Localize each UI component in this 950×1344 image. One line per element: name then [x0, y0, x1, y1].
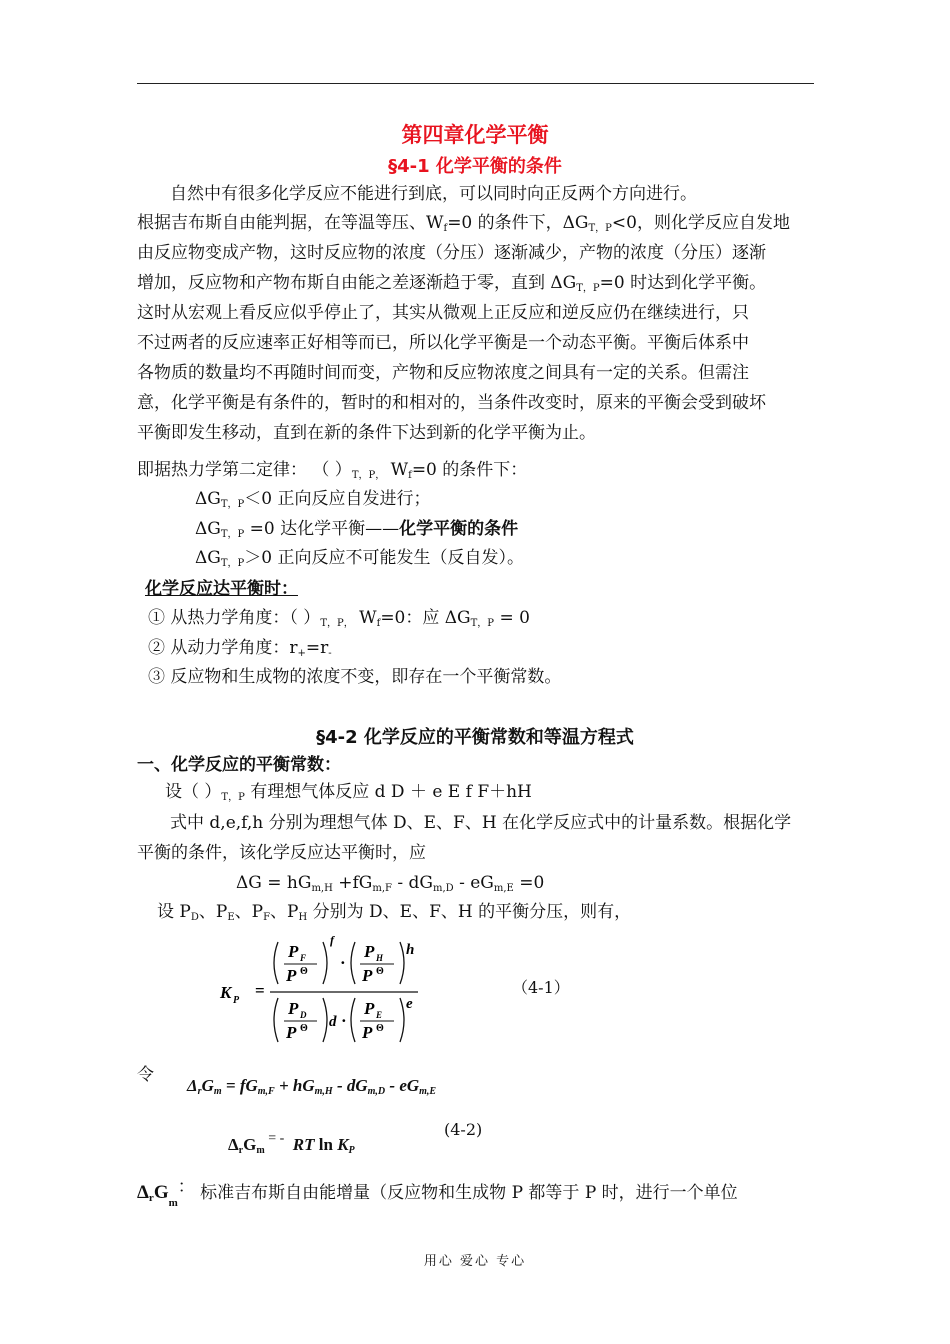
partial-pressure-line: 设 $P_D$、$P_E$、$P_F$、$P_H$ 分别为 D、E、F、H 的平衡分压，则有， [157, 902, 632, 923]
equals-sign: = [255, 981, 265, 1000]
let-label: 令 [137, 1065, 154, 1085]
svg-text:Θ: Θ [300, 1023, 308, 1034]
equilibrium-point: ② 从动力学角度：$r_+=r_-$ [148, 638, 332, 659]
svg-text:P: P [286, 966, 297, 985]
paragraph-line: 根据吉布斯自由能判据，在等温等压、$W_f=0$ 的条件下，$\Delta G_{T,P}<0$，则化学反应自发地 [137, 213, 790, 234]
svg-text:d: d [329, 1014, 337, 1030]
svg-text:Θ: Θ [300, 966, 308, 977]
svg-text:P: P [364, 999, 375, 1018]
svg-text:Θ: Θ [376, 1023, 384, 1034]
condition-line: $\Delta G_{T,P}>0$ 正向反应不可能发生（反自发）。 [195, 548, 524, 569]
gibbs-equation: $\Delta G = hG_{m,H} +fG_{m,F} - dG_{m,D} - eG_{m,E} =0$ [236, 873, 545, 894]
paragraph-line: 各物质的数量均不再随时间而变，产物和反应物浓度之间具有一定的关系。但需注 [137, 363, 749, 383]
svg-text:Θ: Θ [376, 966, 384, 977]
condition-line: $\Delta G_{T,P} =0$ 达化学平衡——化学平衡的条件 [195, 519, 519, 540]
chapter-title: 第四章化学平衡 [401, 123, 549, 147]
svg-text:F: F [300, 953, 307, 963]
standard-gibbs-equation: $\Delta_rG_m = fG_{m,F} + hG_{m,H} - dG_{m,D} - eG_{m,E}$ [187, 1076, 437, 1097]
kp-symbol: K [220, 983, 232, 1002]
svg-text:·: · [341, 1011, 347, 1030]
svg-text:P: P [364, 942, 375, 961]
svg-text:h: h [406, 942, 415, 958]
paragraph-line: 自然中有很多化学反应不能进行到底，可以同时向正反两个方向进行。 [170, 184, 697, 204]
paragraph-line: 这时从宏观上看反应似乎停止了，其实从微观上正反应和逆反应仍在继续进行，只 [137, 303, 749, 323]
svg-text:f: f [330, 933, 334, 947]
svg-text:P: P [288, 999, 299, 1018]
svg-text:P: P [362, 966, 373, 985]
paragraph-line: 意，化学平衡是有条件的，暂时的和相对的，当条件改变时，原来的平衡会受到破坏 [137, 393, 766, 413]
rt-lnk-equation: $\Delta_rG_m$ = - RT $\ln K_P$ [228, 1131, 355, 1156]
equation-number-2: (4-2) [444, 1120, 483, 1139]
section-title-2: §4-2 化学反应的平衡常数和等温方程式 [316, 727, 634, 748]
svg-text:D: D [300, 1010, 307, 1020]
svg-text:P: P [288, 942, 299, 961]
second-law-line: 即据热力学第二定律： （ ）$_{T,P,}$ $W_f=0$ 的条件下： [137, 460, 528, 481]
equilibrium-heading: 化学反应达平衡时： [145, 579, 298, 599]
reaction-line: 设（ ）$_{T,P}$ 有理想气体反应 d D ＋ e E f F＋hH [165, 782, 532, 803]
paragraph-line: 增加，反应物和产物布斯自由能之差逐渐趋于零，直到 $\Delta G_{T,P}=0$ 时达到化学平衡。 [137, 273, 767, 294]
equilibrium-point: ③ 反应物和生成物的浓度不变，即存在一个平衡常数。 [148, 667, 562, 687]
paragraph-line: 式中 d,e,f,h 分别为理想气体 D、E、F、H 在化学反应式中的计量系数。根据化学 [170, 813, 792, 833]
svg-text:e: e [406, 996, 413, 1012]
header-rule [137, 83, 814, 84]
svg-text:H: H [376, 953, 384, 963]
definition-line: $\Delta_rG_m$： 标准吉布斯自由能增量（反应物和生成物 P 都等于 P 时，进行一个单位 [137, 1177, 738, 1209]
svg-text:·: · [340, 953, 346, 972]
section-title-1: §4-1 化学平衡的条件 [388, 156, 562, 177]
kp-subscript: P [233, 995, 240, 1006]
paragraph-line: 由反应物变成产物，这时反应物的浓度（分压）逐渐减少，产物的浓度（分压）逐渐 [137, 243, 766, 263]
svg-text:E: E [376, 1010, 383, 1020]
paragraph-line: 不过两者的反应速率正好相等而已，所以化学平衡是一个动态平衡。平衡后体系中 [137, 333, 749, 353]
svg-text:P: P [362, 1023, 373, 1042]
page-footer: 用心 爱心 专心 [423, 1254, 527, 1269]
equilibrium-point: ① 从热力学角度：（ ）$_{T,P,}$ $W_f=0$：应 $\Delta G_{T,P} = 0$ [148, 608, 530, 629]
equation-number-1: （4-1） [512, 978, 570, 997]
kp-formula [210, 930, 440, 1055]
subsection-heading: 一、化学反应的平衡常数： [137, 755, 341, 775]
svg-text:P: P [286, 1023, 297, 1042]
condition-line: $\Delta G_{T,P}<0$ 正向反应自发进行； [195, 489, 431, 510]
paragraph-line: 平衡的条件，该化学反应达平衡时，应 [137, 843, 426, 863]
paragraph-line: 平衡即发生移动，直到在新的条件下达到新的化学平衡为止。 [137, 423, 596, 443]
